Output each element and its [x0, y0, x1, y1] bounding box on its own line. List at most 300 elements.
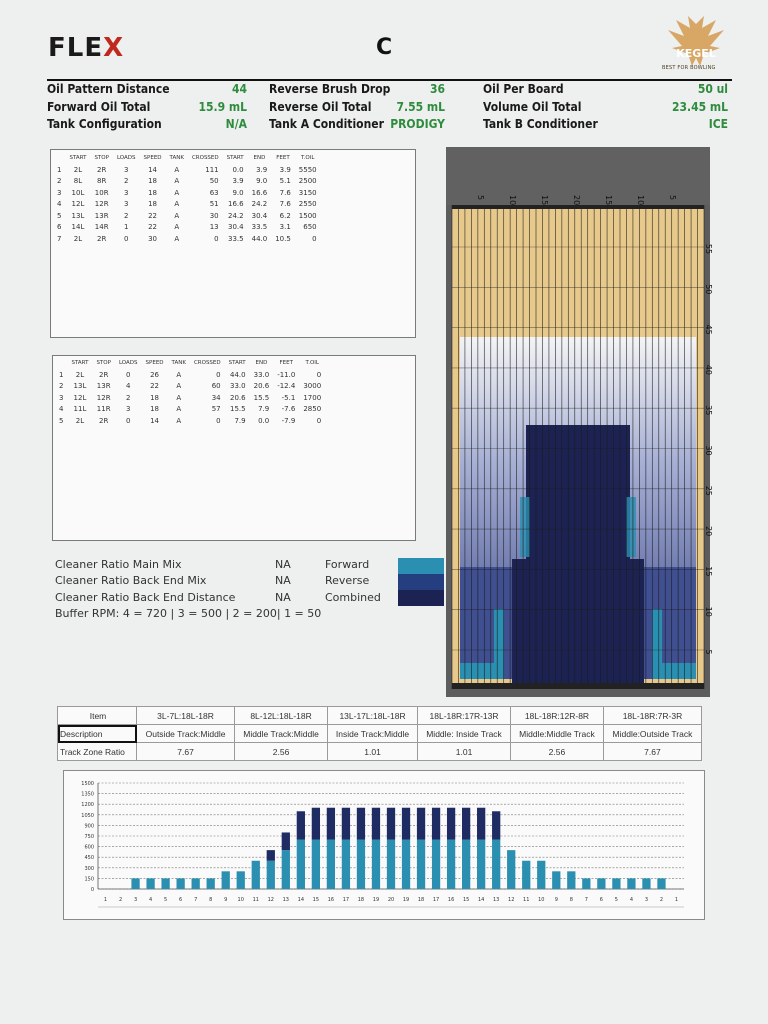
board-label: 15 — [540, 195, 549, 206]
bar-forward — [177, 878, 185, 889]
x-tick-label: 1 — [674, 897, 679, 903]
cleaner-ratios — [55, 557, 395, 622]
forward-loads-body — [53, 165, 321, 246]
table-cell: A — [174, 188, 180, 197]
table-cell: 15.5 — [230, 405, 246, 413]
table-cell: 51 — [209, 200, 219, 208]
table-cell: 8L-12L:18L-18R — [235, 707, 328, 725]
bar-reverse — [402, 808, 410, 840]
stat-label: Reverse Oil Total — [269, 99, 372, 114]
x-tick-label: 13 — [282, 897, 290, 903]
y-tick-label: 150 — [84, 876, 94, 883]
stat-value: 44 — [231, 82, 247, 96]
y-tick-label: 750 — [84, 834, 94, 840]
ratio-label: Cleaner Ratio Back End Mix — [55, 574, 207, 588]
table-cell: 14R — [94, 223, 109, 231]
table-cell: 5550 — [298, 165, 317, 174]
table-cell: 5.1 — [279, 177, 291, 185]
bar-forward — [522, 861, 530, 889]
stat-label: Oil Per Board — [483, 82, 564, 96]
table-cell: 111 — [205, 165, 219, 174]
bar-forward — [477, 840, 485, 889]
table-cell: 11L — [73, 405, 87, 413]
oil-outer-right — [636, 567, 696, 679]
table-cell: 2L — [73, 234, 83, 243]
table-cell: Middle Track:Middle — [235, 725, 328, 743]
table-cell: 0 — [126, 416, 131, 425]
distance-label: 5 — [704, 649, 713, 655]
x-tick-label: 14 — [477, 897, 485, 903]
bar-forward — [462, 840, 470, 889]
table-cell: 2550 — [298, 200, 317, 208]
bar-forward — [297, 840, 305, 889]
stat-value: ICE — [708, 117, 728, 131]
table-cell: Middle:Middle Track — [510, 725, 603, 743]
logo-x: X — [103, 33, 125, 63]
bar-forward — [327, 840, 335, 889]
table-cell: A — [176, 416, 182, 425]
table-cell: 30.4 — [228, 223, 244, 231]
x-tick-label: 11 — [523, 897, 530, 903]
bar-reverse — [327, 808, 335, 840]
bar-reverse — [312, 808, 320, 840]
bar-forward — [642, 878, 650, 889]
table-cell: 10R — [94, 188, 109, 197]
table-cell: Outside Track:Middle — [137, 725, 235, 743]
table-cell: 12L — [73, 393, 87, 402]
oil-outer-left — [460, 567, 520, 679]
column-header: END — [255, 360, 268, 366]
table-cell: 33.5 — [251, 223, 268, 231]
board-label: 15 — [604, 195, 613, 206]
table-cell: 3000 — [303, 382, 322, 390]
table-cell: 9.0 — [232, 188, 244, 197]
table-cell: 18L-18R:7R-3R — [603, 707, 701, 725]
table-cell: 3.9 — [256, 165, 268, 174]
bar-forward — [312, 840, 320, 889]
y-tick-label: 0 — [90, 887, 94, 893]
table-cell: 33.0 — [230, 382, 246, 390]
bar-forward — [507, 850, 515, 889]
table-cell: 30 — [209, 211, 219, 220]
bar-forward — [357, 840, 365, 889]
table-cell: 2 — [126, 393, 131, 402]
table-cell: 18 — [150, 405, 159, 413]
legend-label: Combined — [325, 590, 381, 604]
table-cell: 2.56 — [235, 743, 328, 761]
table-cell: 7.9 — [258, 405, 270, 413]
row-index: 5 — [59, 416, 64, 425]
table-cell: 2R — [97, 165, 107, 174]
table-cell: Middle: Inside Track — [418, 725, 511, 743]
bar-forward — [342, 840, 350, 889]
table-cell: 7.67 — [603, 743, 701, 761]
stat-label: Oil Pattern Distance — [47, 82, 170, 96]
table-cell: 8R — [97, 177, 107, 185]
table-cell: 13R — [94, 211, 109, 220]
x-tick-label: 5 — [614, 897, 618, 903]
table-cell: A — [174, 223, 180, 231]
bar-forward — [387, 840, 395, 889]
table-cell: 10.5 — [275, 234, 291, 243]
table-cell: 18 — [148, 188, 157, 197]
stat-label: Tank B Conditioner — [483, 117, 598, 131]
table-cell: Middle:Outside Track — [603, 725, 701, 743]
x-tick-label: 19 — [402, 897, 410, 903]
table-cell: 22 — [150, 382, 159, 390]
bar-forward — [131, 878, 139, 889]
table-cell: 3 — [126, 405, 131, 413]
lane-oil-graph — [446, 147, 713, 697]
row-index: 4 — [59, 405, 64, 413]
table-row — [53, 188, 321, 200]
table-cell: 24.2 — [251, 200, 268, 208]
x-tick-label: 17 — [342, 897, 350, 903]
lane-bottom — [452, 683, 704, 689]
table-cell: 50 — [209, 177, 219, 185]
x-tick-label: 14 — [297, 897, 305, 903]
table-cell: 18L-18R:17R-13R — [418, 707, 511, 725]
column-header: FEET — [276, 155, 290, 161]
table-cell: 30.4 — [251, 211, 268, 220]
table-cell: 18 — [148, 200, 157, 208]
table-cell: 1.01 — [328, 743, 418, 761]
table-cell: -7.9 — [281, 416, 296, 425]
stat-label: Tank Configuration — [47, 117, 162, 131]
stat-value: 15.9 mL — [198, 99, 247, 114]
table-cell: A — [176, 393, 182, 402]
bar-forward — [252, 861, 260, 889]
logo-text: FLE — [48, 33, 104, 63]
table-cell: 2500 — [298, 177, 317, 185]
x-tick-label: 4 — [629, 897, 634, 903]
table-cell: 0.0 — [232, 165, 244, 174]
x-tick-label: 1 — [103, 897, 108, 903]
table-cell: 0 — [126, 370, 131, 379]
table-cell: 12R — [96, 393, 111, 402]
table-cell: 7.67 — [137, 743, 235, 761]
table-cell: 13L — [71, 211, 85, 220]
ratio-label: Cleaner Ratio Main Mix — [55, 558, 182, 571]
table-cell: 57 — [211, 405, 221, 413]
table-cell: -11.0 — [277, 370, 296, 379]
board-label: 10 — [636, 195, 645, 206]
row-index: 4 — [57, 200, 62, 208]
x-tick-label: 4 — [148, 897, 153, 903]
bar-reverse — [462, 808, 470, 840]
bar-forward — [657, 878, 665, 889]
table-cell: 3 — [124, 200, 129, 208]
reverse-loads-table — [55, 358, 325, 427]
distance-label: 15 — [704, 566, 713, 577]
x-tick-label: 2 — [118, 897, 123, 903]
oil-distribution-chart — [63, 770, 705, 920]
pattern-stats — [47, 79, 732, 134]
ratio-label: Cleaner Ratio Back End Distance — [55, 590, 236, 604]
ratio-value: NA — [275, 558, 291, 571]
table-cell: -5.1 — [281, 393, 296, 402]
bar-forward — [146, 878, 154, 889]
table-cell: A — [176, 405, 182, 413]
stats-row-1 — [47, 81, 732, 99]
column-header: CROSSED — [193, 360, 221, 366]
column-header: START — [226, 155, 244, 161]
row-index: 6 — [57, 223, 62, 231]
table-cell: 7.9 — [234, 416, 246, 425]
table-cell: 8L — [73, 177, 83, 185]
table-cell: 13 — [209, 223, 219, 231]
bar-forward — [582, 878, 590, 889]
table-cell: 3.9 — [232, 177, 244, 185]
forward-accent-left — [520, 497, 530, 557]
table-cell: 0 — [124, 234, 129, 243]
row-index: 1 — [57, 165, 62, 174]
column-header: STOP — [94, 155, 109, 161]
table-cell: 4 — [126, 382, 131, 390]
table-cell: 2R — [99, 416, 109, 425]
board-label: 20 — [572, 195, 581, 206]
flex-logo — [48, 33, 124, 63]
table-cell: 1700 — [303, 393, 322, 402]
x-tick-label: 12 — [508, 897, 515, 903]
forward-oil-right-2 — [652, 609, 662, 679]
table-cell: 1 — [124, 223, 129, 231]
stat-label: Reverse Brush Drop — [269, 82, 391, 96]
table-cell: 3 — [124, 165, 129, 174]
table-cell: 14 — [148, 165, 157, 174]
stat-value: N/A — [225, 117, 247, 131]
table-cell: 0 — [214, 234, 219, 243]
table-cell: 0 — [316, 370, 322, 379]
table-cell: 0 — [216, 416, 221, 425]
forward-oil-left-2 — [494, 609, 504, 679]
stat-value: PRODIGY — [390, 117, 445, 131]
table-row — [58, 743, 702, 761]
table-row — [53, 176, 321, 188]
row-header: Track Zone Ratio — [58, 743, 137, 761]
table-cell: 3.9 — [279, 165, 291, 174]
forward-swatch — [398, 558, 444, 574]
table-cell: 2850 — [303, 405, 322, 413]
table-cell: 13R — [96, 382, 111, 390]
board-label: 5 — [476, 195, 485, 201]
row-index: 2 — [57, 177, 62, 185]
ratio-value: NA — [275, 590, 291, 604]
table-cell: 1.01 — [418, 743, 511, 761]
brand-tagline: BEST FOR BOWLING — [662, 65, 716, 71]
table-cell: 0 — [312, 234, 317, 243]
distance-label: 10 — [704, 606, 713, 617]
table-cell: 13L — [73, 382, 87, 390]
table-cell: 7.6 — [279, 200, 291, 208]
bar-forward — [207, 878, 215, 889]
table-cell: 20.6 — [230, 393, 246, 402]
row-index: 7 — [57, 234, 62, 243]
x-tick-label: 16 — [327, 897, 335, 903]
bar-reverse — [282, 832, 290, 850]
bar-forward — [417, 840, 425, 889]
y-tick-label: 1200 — [81, 802, 94, 809]
table-cell: 1500 — [298, 211, 317, 220]
table-cell: -7.6 — [281, 405, 296, 413]
table-cell: 30 — [148, 234, 157, 243]
board-label: 5 — [668, 195, 677, 201]
stat-value: 23.45 mL — [671, 99, 728, 114]
distance-label: 35 — [704, 405, 713, 416]
table-header-row — [53, 153, 321, 165]
x-tick-label: 8 — [209, 897, 213, 903]
bar-forward — [267, 861, 275, 889]
bar-reverse — [297, 811, 305, 839]
x-tick-label: 16 — [447, 897, 455, 903]
y-tick-label: 900 — [84, 823, 94, 830]
x-tick-label: 5 — [164, 897, 168, 903]
column-header: TANK — [171, 360, 186, 366]
table-cell: A — [176, 370, 182, 379]
table-row — [55, 393, 325, 405]
x-tick-label: 7 — [584, 897, 588, 903]
table-cell: 33.0 — [253, 370, 270, 379]
stat-value: 7.55 mL — [396, 99, 445, 114]
column-header: END — [253, 155, 266, 161]
table-cell: 0 — [216, 370, 221, 379]
ratio-value: NA — [275, 574, 291, 588]
row-index: 3 — [57, 188, 62, 197]
table-cell: 11R — [96, 405, 111, 413]
table-cell: 2L — [75, 416, 85, 425]
table-cell: 2L — [73, 165, 83, 174]
table-cell: 2R — [99, 370, 109, 379]
table-cell: 2L — [75, 370, 85, 379]
distance-label: 50 — [704, 284, 713, 295]
reverse-loads-body — [55, 370, 325, 428]
x-tick-label: 12 — [267, 897, 274, 903]
stat-value: 50 ul — [697, 82, 728, 96]
bar-reverse — [432, 808, 440, 840]
bar-reverse — [372, 808, 380, 840]
table-cell: A — [174, 211, 180, 220]
x-tick-label: 15 — [462, 897, 470, 903]
table-cell: 24.2 — [228, 211, 244, 220]
foul-line — [452, 205, 704, 209]
bar-forward — [432, 840, 440, 889]
table-cell: 650 — [303, 223, 317, 231]
x-tick-label: 8 — [569, 897, 573, 903]
bar-reverse — [447, 808, 455, 840]
table-row — [58, 707, 702, 725]
table-row — [53, 234, 321, 246]
x-tick-label: 10 — [237, 897, 244, 903]
combined-swatch — [398, 590, 444, 606]
table-cell: A — [174, 200, 180, 208]
table-row — [53, 199, 321, 211]
table-cell: -12.4 — [277, 382, 296, 390]
table-cell: 33.5 — [228, 234, 244, 243]
bar-forward — [552, 871, 560, 889]
stats-row-3 — [47, 116, 732, 134]
table-cell: Inside Track:Middle — [328, 725, 418, 743]
stat-label: Tank A Conditioner — [269, 117, 384, 131]
x-tick-label: 18 — [417, 897, 425, 903]
x-tick-label: 11 — [252, 897, 259, 903]
table-row — [53, 211, 321, 223]
table-cell: 44.0 — [251, 234, 268, 243]
table-cell: 22 — [148, 223, 157, 231]
x-tick-label: 2 — [659, 897, 664, 903]
column-header: T.OIL — [300, 155, 315, 161]
bar-forward — [447, 840, 455, 889]
bar-forward — [282, 850, 290, 889]
table-row — [53, 165, 321, 177]
bar-forward — [612, 878, 620, 889]
table-cell: 16.6 — [228, 200, 244, 208]
x-tick-label: 9 — [554, 897, 558, 903]
stats-row-2 — [47, 99, 732, 117]
row-index: 2 — [59, 382, 64, 390]
row-index: 3 — [59, 393, 64, 402]
column-header: T.OIL — [305, 360, 319, 366]
table-cell: 18L-18R:12R-8R — [510, 707, 603, 725]
y-tick-label: 1050 — [81, 812, 94, 819]
x-tick-label: 17 — [432, 897, 440, 903]
table-cell: 12R — [94, 200, 109, 208]
table-cell: A — [174, 234, 180, 243]
table-row — [53, 222, 321, 234]
table-row — [55, 381, 325, 393]
table-row — [55, 404, 325, 416]
table-cell: 3L-7L:18L-18R — [137, 707, 235, 725]
table-cell: 6.2 — [279, 211, 291, 220]
bar-forward — [597, 878, 605, 889]
x-tick-label: 10 — [538, 897, 545, 903]
x-tick-label: 6 — [179, 897, 183, 903]
table-header-row — [55, 358, 325, 370]
x-tick-label: 20 — [387, 897, 395, 903]
table-cell: 15.5 — [253, 393, 270, 402]
column-header: LOADS — [118, 360, 138, 366]
x-tick-label: 13 — [492, 897, 500, 903]
x-tick-label: 19 — [372, 897, 380, 903]
combined-oil-center — [526, 425, 630, 689]
bar-forward — [222, 871, 230, 889]
x-tick-label: 9 — [224, 897, 228, 903]
forward-loads-panel — [50, 149, 416, 338]
table-cell: 9.0 — [256, 177, 268, 185]
distance-label: 55 — [704, 243, 713, 255]
x-tick-label: 15 — [312, 897, 320, 903]
brand-name: KEGEL — [676, 47, 716, 60]
column-header: LOADS — [116, 155, 136, 161]
table-cell: 16.6 — [251, 188, 268, 197]
table-row — [58, 725, 702, 743]
ratio-row — [55, 557, 395, 573]
ratio-row — [55, 590, 395, 606]
table-row — [55, 416, 325, 428]
stat-value: 36 — [429, 82, 445, 96]
ratio-row — [55, 573, 395, 589]
y-tick-label: 600 — [84, 844, 94, 851]
table-cell: 2.56 — [510, 743, 603, 761]
table-cell: A — [174, 177, 180, 185]
table-cell: 34 — [211, 393, 221, 402]
track-zone-table — [57, 706, 702, 761]
row-header: Item — [58, 707, 137, 725]
table-cell: 14L — [71, 223, 85, 231]
table-cell: 3150 — [298, 188, 317, 197]
column-index — [55, 358, 67, 370]
y-tick-label: 1500 — [81, 781, 94, 787]
bar-reverse — [387, 808, 395, 840]
